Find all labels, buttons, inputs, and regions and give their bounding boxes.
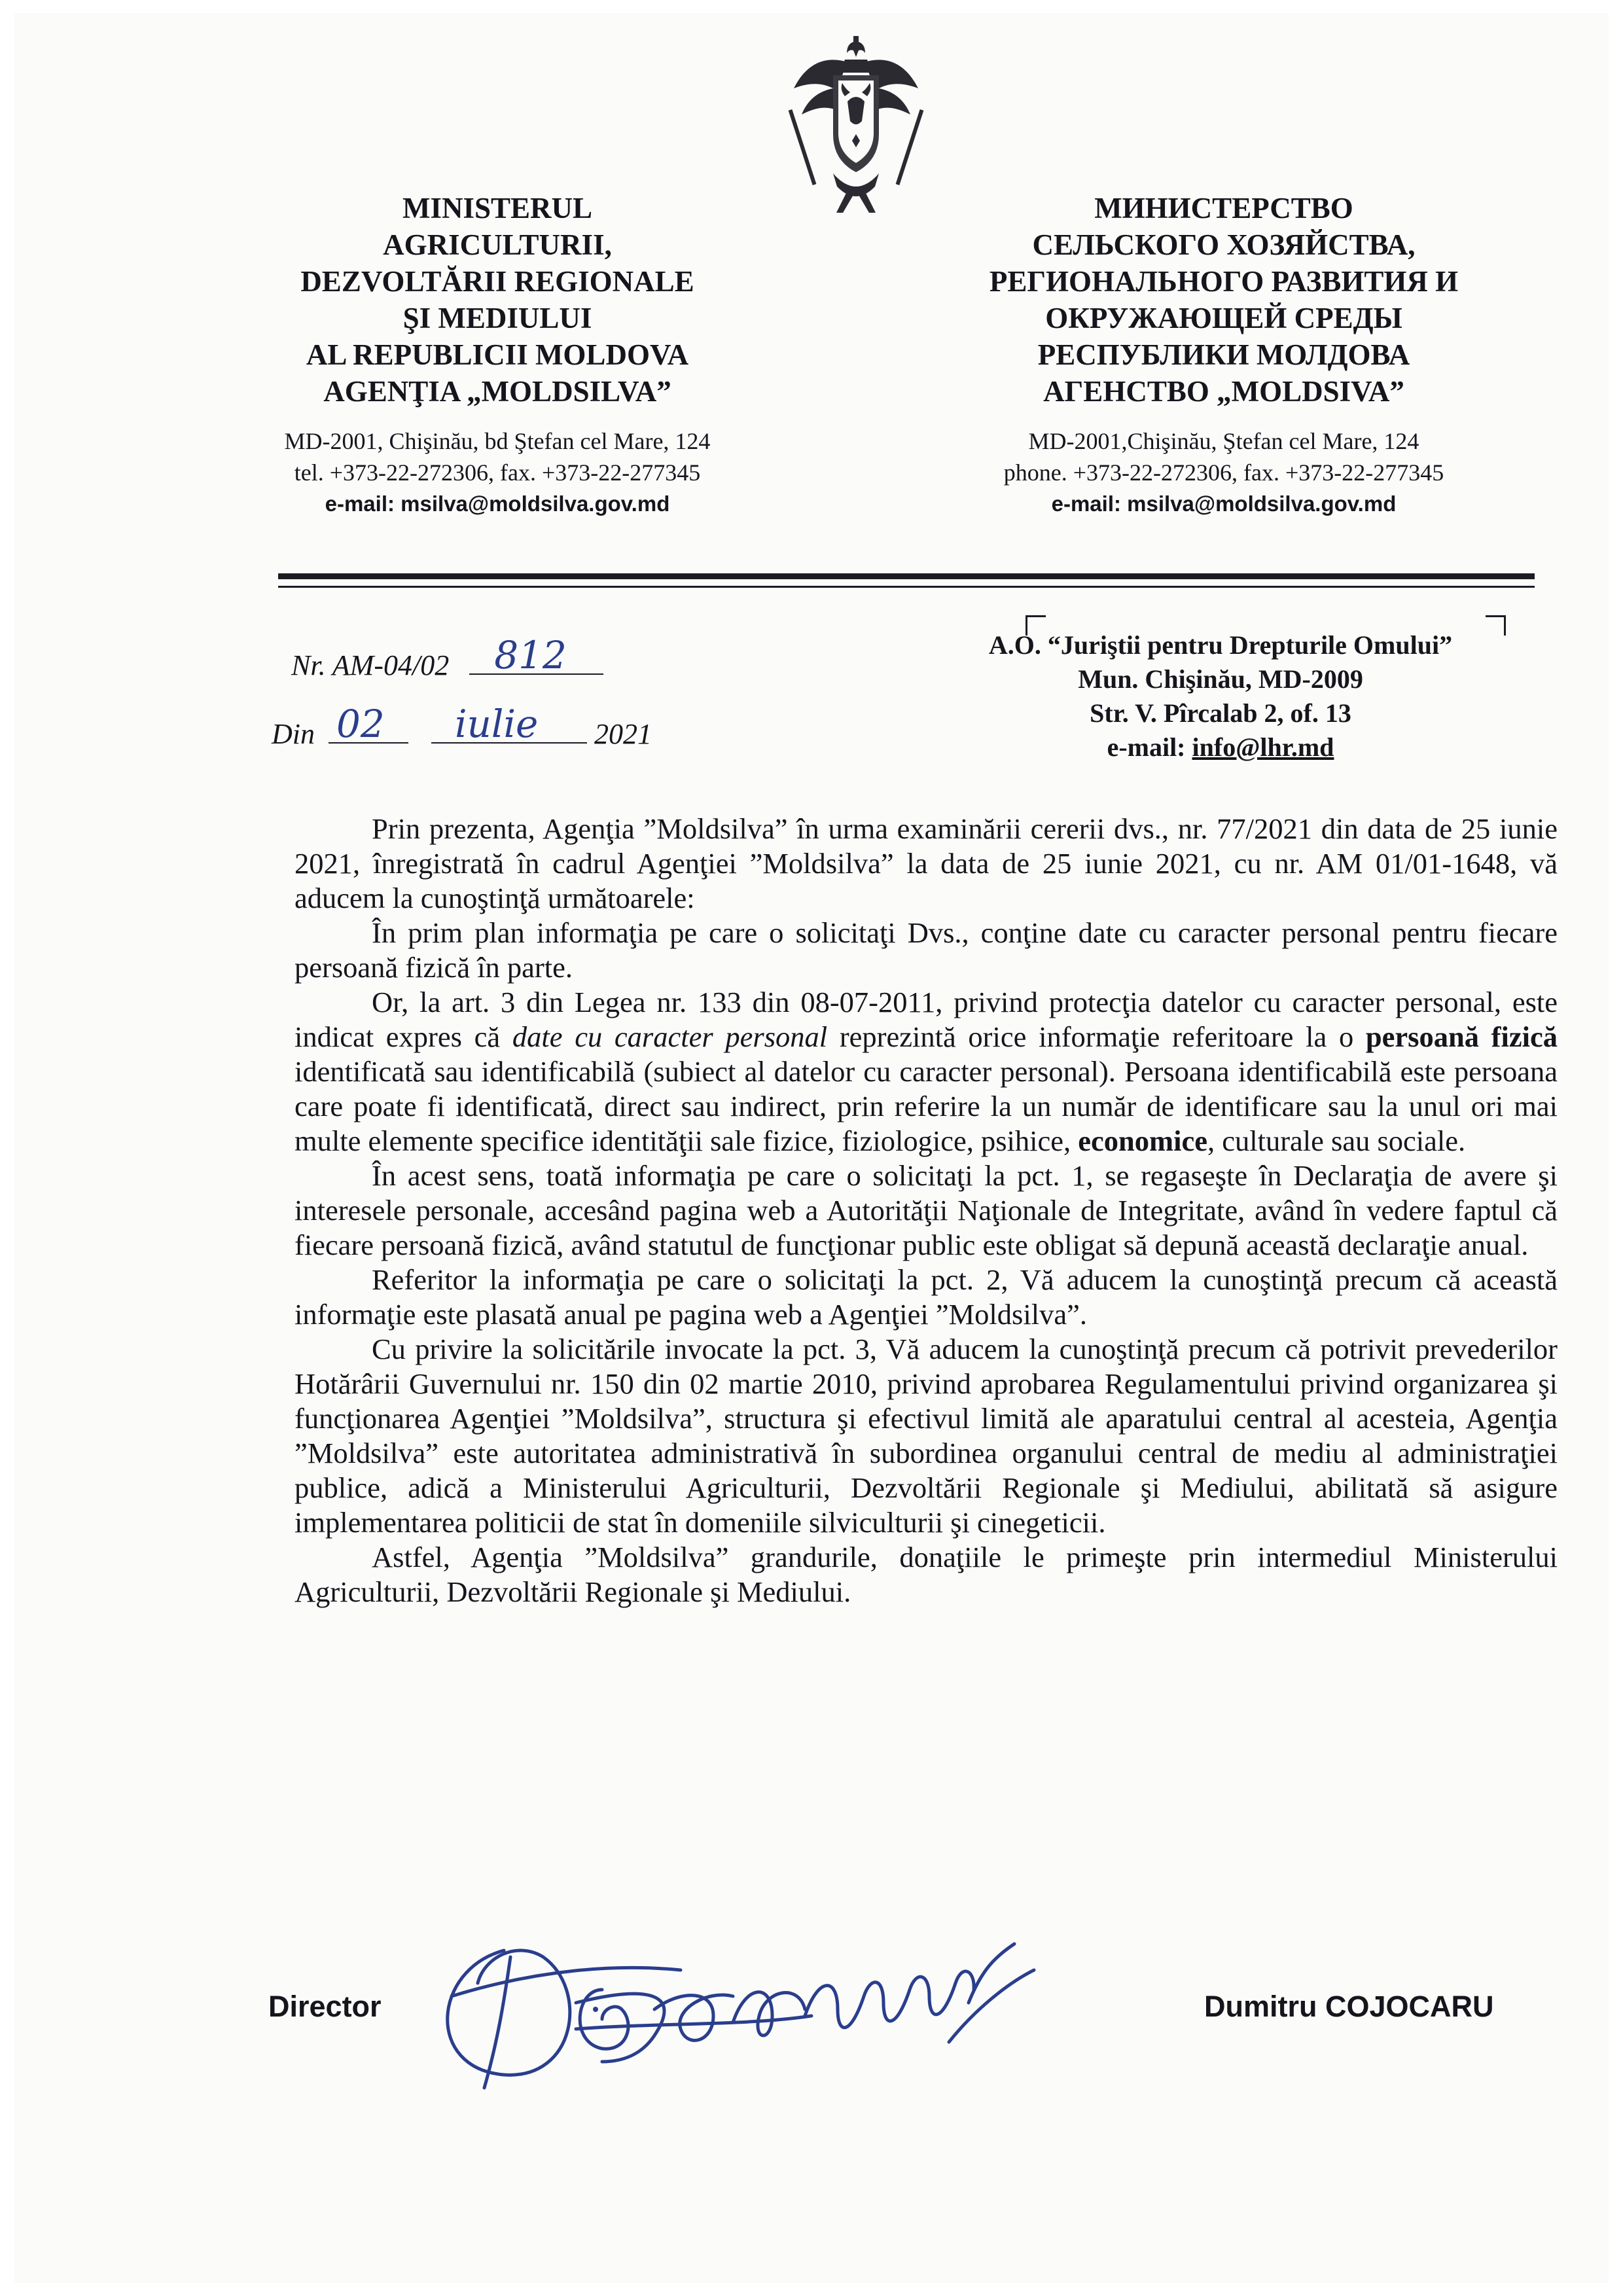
header-left-email: e-mail: msilva@moldsilva.gov.md	[325, 492, 670, 516]
body-paragraph: În acest sens, toată informaţia pe care o solicitaţi la pct. 1, se regaseşte în Declaraţia de avere şi interesele personale, accesând pagina web a Autorităţii Naţionale de Integritate, având în vedere faptul că fiecare persoană fizică, având statutul de funcţionar public este obligat să depună această declaraţie anual.	[294, 1159, 1558, 1261]
header-right-email: e-mail: msilva@moldsilva.gov.md	[1051, 492, 1397, 516]
header-left-line: AGRICULTURII,	[383, 228, 612, 261]
header-left-title	[190, 190, 805, 410]
addressee-organization: A.O. “Juriştii pentru Drepturile Omului”	[988, 630, 1453, 660]
header-right-line: РЕСПУБЛИКИ МОЛДОВА	[1037, 338, 1410, 371]
body-text: reprezintă orice informaţie referitoare la o	[827, 1020, 1366, 1053]
addressee-email-label: e-mail:	[1107, 732, 1192, 762]
body-text: identificată sau identificabilă (subiect al datelor cu caracter personal). Persoana identificabilă este persoana care poate fi identificată, direct sau indirect, prin referire la un număr de identificare sau la unul ori mai multe elemente specifice identităţii sale fizice, fiziologice, psihice,	[294, 1055, 1558, 1157]
registration-date-label: Din	[272, 718, 315, 750]
header-right-phone: phone. +373-22-272306, fax. +373-22-277345	[1003, 459, 1444, 486]
letter-body	[294, 812, 1558, 1609]
header-left-line: MINISTERUL	[402, 192, 593, 224]
body-text: , culturale sau sociale.	[1207, 1124, 1466, 1157]
header-left-address: MD-2001, Chişinău, bd Ştefan cel Mare, 124	[284, 428, 711, 454]
body-paragraph: Astfel, Agenţia ”Moldsilva” grandurile, donaţiile le primeşte prin intermediul Ministerului Agriculturii, Dezvoltării Regionale şi Mediului.	[294, 1541, 1558, 1608]
addressee-email	[857, 730, 1584, 764]
header-left-line: AGENŢIA „MOLDSILVA”	[323, 375, 671, 408]
header-left-line: AL REPUBLICII MOLDOVA	[306, 338, 689, 371]
registration-day-line	[329, 702, 408, 746]
header-left-contact	[190, 425, 805, 520]
header-right-line: РЕГИОНАЛЬНОГО РАЗВИТИЯ И	[989, 265, 1459, 298]
body-bold-term: economice	[1078, 1124, 1207, 1157]
header-right-line: МИНИСТЕРСТВО	[1094, 192, 1353, 224]
body-italic-term: date cu caracter personal	[512, 1020, 828, 1053]
registration-month-line	[431, 702, 587, 746]
body-text: Or, la art. 3 din Legea nr. 133 din 08-07-2011, privind protecţia datelor cu caracter personal, este indicat expres că	[294, 986, 1558, 1053]
body-paragraph: Referitor la informaţia pe care o solicitaţi la pct. 2, Vă aducem la cunoştinţă precum că această informaţie este plasată anual pe pagina web a Agenţiei ”Moldsilva”.	[294, 1263, 1558, 1331]
registration-number-label: Nr. AM-04/02	[291, 649, 450, 681]
header-divider-thin	[278, 586, 1535, 588]
body-bold-term: persoană fizică	[1365, 1020, 1558, 1053]
registration-day-handwritten: 02	[336, 702, 385, 746]
header-left-line: ŞI MEDIULUI	[402, 302, 592, 334]
body-paragraph: În prim plan informaţia pe care o solicitaţi Dvs., conţine date cu caracter personal pentru fiecare persoană fizică în parte.	[294, 916, 1558, 984]
header-right-line: АГЕНСТВО „MOLDSIVA”	[1043, 375, 1404, 408]
registration-number-handwritten: 812	[494, 633, 567, 677]
registration-number	[291, 633, 603, 682]
handwritten-signature	[406, 1911, 1178, 2101]
header-left-phone: tel. +373-22-272306, fax. +373-22-277345	[294, 459, 701, 486]
addressee-city: Mun. Chişinău, MD-2009	[1078, 664, 1363, 694]
registration-number-line	[469, 633, 603, 677]
header-right-address: MD-2001,Chişinău, Ştefan cel Mare, 124	[1028, 428, 1419, 454]
body-paragraph	[294, 985, 1558, 1158]
header-left-line: DEZVOLTĂRII REGIONALE	[300, 265, 694, 298]
header-right-title	[897, 190, 1551, 410]
header-right-line: СЕЛЬСКОГО ХОЗЯЙСТВА,	[1032, 228, 1416, 261]
registration-month-handwritten: iulie	[455, 702, 539, 746]
body-paragraph: Prin prezenta, Agenţia ”Moldsilva” în urma examinării cererii dvs., nr. 77/2021 din data de 25 iunie 2021, înregistrată în cadrul Agenţiei ”Moldsilva” la data de 25 iunie 2021, cu nr. AM 01/01-1648, vă aducem la cunoştinţă următoarele:	[294, 812, 1558, 914]
header-divider-thick	[278, 573, 1535, 579]
addressee-street: Str. V. Pîrcalab 2, of. 13	[1090, 698, 1351, 728]
addressee-email-link[interactable]: info@lhr.md	[1192, 732, 1334, 762]
header-right-line: ОКРУЖАЮЩЕЙ СРЕДЫ	[1045, 302, 1402, 334]
header-right-contact	[897, 425, 1551, 520]
body-paragraph: Cu privire la solicitările invocate la pct. 3, Vă aducem la cunoştinţă precum că potrivit prevederilor Hotărârii Guvernului nr. 150 din 02 martie 2010, privind aprobarea Regulamentului privind organizarea şi funcţionarea Agenţiei ”Moldsilva”, structura şi efectivul limită ale aparatului central al acesteia, Agenţia ”Moldsilva” este autoritatea administrativă în subordinea organului central de mediu al administraţiei publice, adică a Ministerului Agriculturii, Dezvoltării Regionale şi Mediului, abilitată să asigure implementarea politicii de stat în domeniile silviculturii şi cinegeticii.	[294, 1333, 1558, 1539]
signatory-title: Director	[268, 1990, 382, 2023]
registration-year: 2021	[594, 718, 652, 750]
addressee-block	[857, 628, 1584, 764]
signatory-name: Dumitru COJOCARU	[1204, 1990, 1494, 2023]
registration-date	[272, 702, 652, 751]
